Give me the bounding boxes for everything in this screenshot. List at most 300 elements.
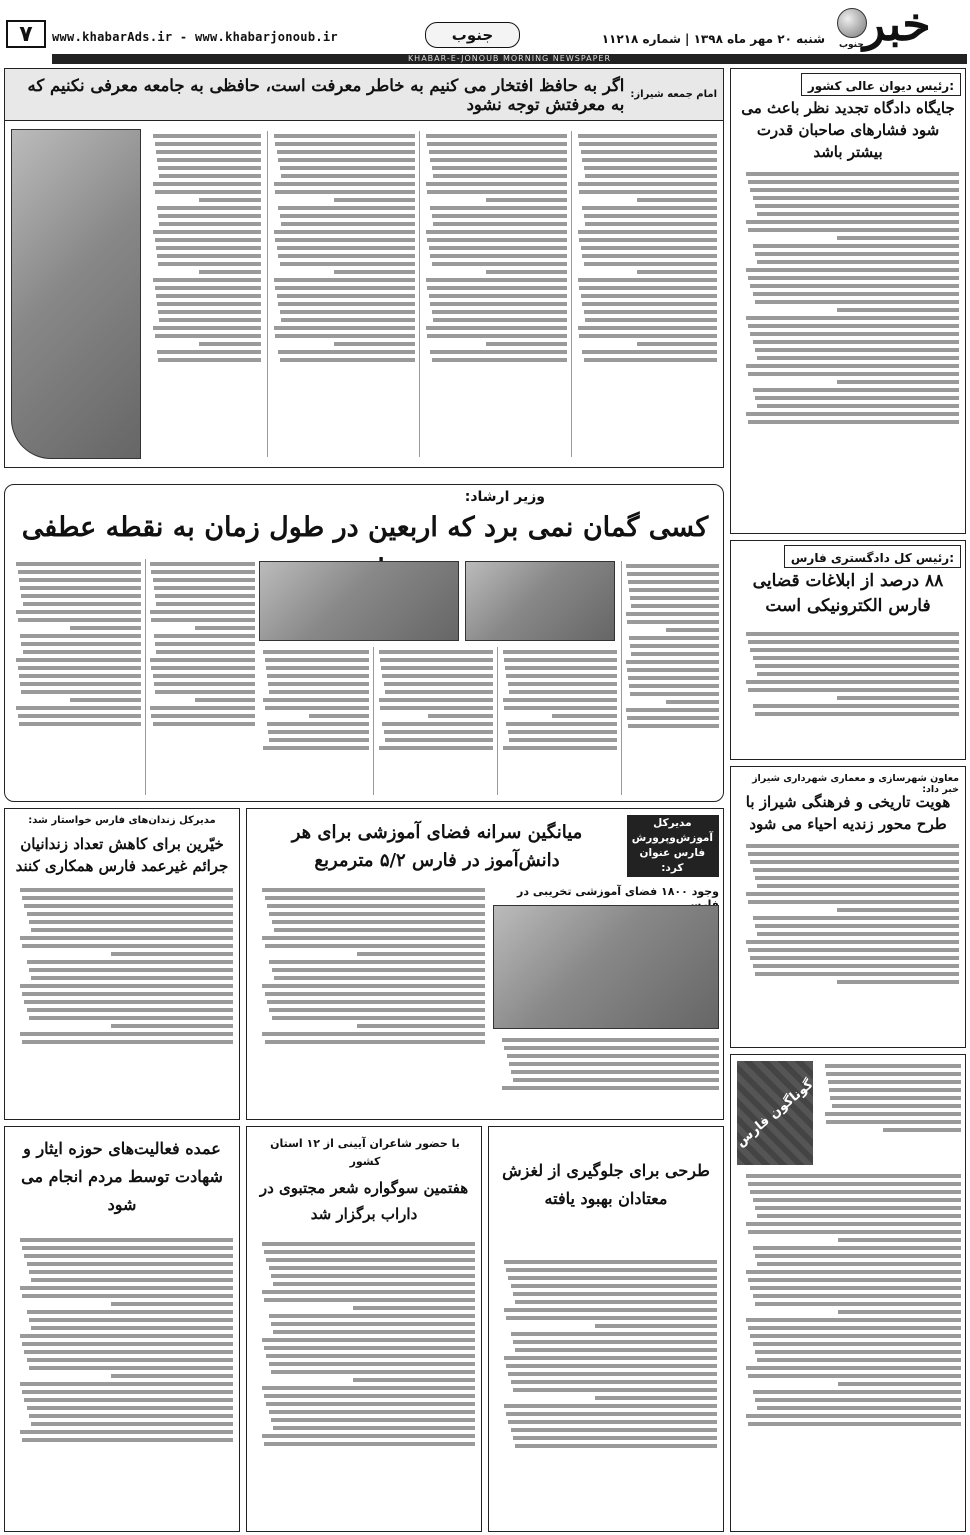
top-story-headline: اگر به حافظ افتخار می کنیم به خاطر معرفت است، حافظی به جامعه معرفی نکنیم که به معرفتش توجه نشود	[27, 75, 625, 114]
golnegar-label: گوناگون فارس	[733, 1076, 817, 1150]
text-line	[837, 236, 959, 240]
text-line	[757, 260, 959, 264]
text-line	[31, 1326, 233, 1330]
text-line	[515, 1348, 717, 1352]
text-line	[154, 586, 255, 590]
text-line	[883, 1128, 961, 1132]
text-line	[385, 690, 493, 694]
text-line	[748, 420, 959, 424]
text-line	[70, 626, 142, 630]
text-line	[750, 956, 959, 960]
text-line	[748, 1326, 961, 1330]
text-line	[267, 904, 485, 908]
text-line	[18, 666, 142, 670]
text-line	[508, 730, 617, 734]
poetry-kicker: با حضور شاعران آیینی از ۱۲ استان کشور	[270, 1137, 460, 1168]
text-line	[755, 1398, 961, 1402]
text-line	[262, 1434, 475, 1438]
text-line	[582, 206, 717, 210]
text-line	[20, 1430, 233, 1434]
text-line	[837, 696, 959, 700]
text-line	[379, 698, 493, 702]
text-line	[153, 182, 261, 186]
text-line	[275, 190, 415, 194]
text-line	[430, 254, 567, 258]
text-line	[31, 928, 233, 932]
text-line	[20, 888, 233, 892]
text-line	[27, 912, 233, 916]
text-line	[578, 182, 717, 186]
text-line	[832, 1104, 961, 1108]
page-number-box	[6, 20, 46, 48]
text-line	[630, 596, 719, 600]
text-line	[280, 166, 415, 170]
text-line	[578, 134, 717, 138]
text-line	[27, 1262, 233, 1266]
text-line	[274, 182, 415, 186]
text-line	[264, 1442, 475, 1446]
text-line	[486, 198, 567, 202]
text-line	[578, 278, 717, 282]
text-line	[70, 698, 142, 702]
text-line	[748, 228, 959, 232]
text-line	[506, 722, 617, 726]
top-story-headline-bar	[5, 69, 723, 121]
supreme-court-headline: جایگاه دادگاه تجدید نظر باعث می شود فشارهای صاحبان قدرت بیشتر باشد	[741, 99, 955, 161]
text-line	[155, 690, 255, 694]
text-line	[595, 1396, 717, 1400]
text-line	[157, 254, 261, 258]
text-line	[750, 1286, 961, 1290]
poetry-story	[246, 1126, 482, 1532]
text-line	[24, 1350, 233, 1354]
text-line	[432, 310, 567, 314]
text-line	[627, 572, 719, 576]
text-line	[269, 1008, 485, 1012]
text-line	[755, 924, 959, 928]
text-line	[748, 1422, 961, 1426]
text-line	[155, 190, 261, 194]
text-line	[27, 1008, 233, 1012]
text-line	[20, 984, 233, 988]
text-line	[430, 206, 567, 210]
text-line	[111, 1374, 233, 1378]
text-line	[838, 1382, 961, 1386]
text-line	[578, 230, 717, 234]
text-line	[748, 1182, 961, 1186]
text-line	[502, 1038, 719, 1042]
text-line	[16, 658, 141, 662]
text-line	[628, 676, 719, 680]
text-line	[430, 158, 567, 162]
top-story-body-col4	[571, 131, 717, 457]
addiction-headline: طرحی برای جلوگیری از لغزش معتادان بهبود یافته	[502, 1161, 710, 1208]
text-line	[748, 852, 959, 856]
text-line	[631, 652, 719, 656]
text-line	[158, 358, 261, 362]
education-body-left	[253, 885, 485, 1113]
text-line	[275, 238, 415, 242]
region-label: جنوب	[451, 26, 494, 44]
text-line	[269, 690, 369, 694]
text-line	[748, 948, 959, 952]
text-line	[153, 326, 261, 330]
shiraz-identity-kicker: معاون شهرسازی و معماری شهرداری شیراز خبر داد:	[752, 773, 959, 795]
text-line	[16, 562, 141, 566]
logo	[835, 2, 965, 56]
text-line	[265, 896, 485, 900]
education-director-photo	[493, 905, 719, 1029]
text-line	[274, 134, 415, 138]
text-line	[22, 1342, 233, 1346]
text-line	[269, 1314, 475, 1318]
text-line	[513, 1078, 719, 1082]
text-line	[828, 1080, 961, 1084]
ershad-body-col4	[373, 647, 493, 795]
text-line	[746, 220, 959, 224]
text-line	[748, 900, 959, 904]
text-line	[24, 1254, 233, 1258]
text-line	[27, 1310, 233, 1314]
isar-body	[11, 1235, 233, 1527]
text-line	[20, 682, 141, 686]
text-line	[156, 246, 261, 250]
text-line	[748, 1230, 961, 1234]
text-line	[753, 244, 959, 248]
text-line	[353, 1306, 475, 1310]
text-line	[334, 342, 415, 346]
text-line	[20, 1032, 233, 1036]
text-line	[22, 1294, 233, 1298]
text-line	[353, 1378, 475, 1382]
text-line	[29, 1016, 233, 1020]
logo-text: خبر	[863, 0, 931, 51]
text-line	[637, 342, 717, 346]
text-line	[272, 920, 485, 924]
text-line	[264, 1346, 475, 1350]
text-line	[153, 674, 255, 678]
isar-headline: عمده فعالیت‌های حوزه ایثار و شهادت توسط مردم انجام می شود	[21, 1139, 223, 1214]
text-line	[427, 286, 567, 290]
text-line	[155, 142, 261, 146]
text-line	[630, 692, 719, 696]
text-line	[504, 706, 617, 710]
text-line	[22, 1246, 233, 1250]
text-line	[506, 1412, 717, 1416]
text-line	[265, 1040, 485, 1044]
text-line	[22, 944, 233, 948]
text-line	[159, 174, 261, 178]
text-line	[513, 1340, 717, 1344]
text-line	[159, 222, 261, 226]
text-line	[24, 1000, 233, 1004]
text-line	[585, 318, 717, 322]
ershad-body-col5	[497, 647, 617, 795]
text-line	[825, 1064, 961, 1068]
text-line	[430, 350, 567, 354]
text-line	[515, 1300, 717, 1304]
text-line	[158, 214, 261, 218]
text-line	[581, 150, 717, 154]
text-line	[748, 640, 959, 644]
text-line	[20, 1334, 233, 1338]
text-line	[508, 1420, 717, 1424]
text-line	[155, 238, 261, 242]
text-line	[486, 342, 567, 346]
text-line	[582, 350, 717, 354]
text-line	[195, 626, 255, 630]
text-line	[746, 1270, 961, 1274]
text-line	[21, 642, 141, 646]
text-line	[280, 262, 415, 266]
text-line	[515, 1444, 717, 1448]
education-body-right	[493, 1035, 719, 1115]
text-line	[511, 1380, 717, 1384]
text-line	[511, 1428, 717, 1432]
text-line	[262, 1338, 475, 1342]
text-line	[753, 340, 959, 344]
text-line	[503, 698, 617, 702]
text-line	[150, 562, 255, 566]
golnegar-banner	[733, 1061, 817, 1165]
text-line	[755, 204, 959, 208]
text-line	[505, 666, 617, 670]
ershad-body-col6	[621, 561, 719, 795]
text-line	[274, 928, 485, 932]
masthead	[0, 0, 970, 63]
text-line	[427, 334, 567, 338]
text-line	[19, 674, 141, 678]
text-line	[433, 222, 567, 226]
text-line	[153, 578, 255, 582]
text-line	[199, 270, 261, 274]
text-line	[159, 318, 261, 322]
text-line	[24, 1398, 233, 1402]
text-line	[153, 722, 255, 726]
text-line	[746, 1318, 961, 1322]
text-line	[278, 158, 415, 162]
golnegar-section	[730, 1054, 966, 1532]
text-line	[504, 1260, 717, 1264]
text-line	[584, 214, 717, 218]
top-story	[4, 68, 724, 468]
text-line	[746, 412, 959, 416]
text-line	[274, 976, 485, 980]
text-line	[154, 682, 255, 686]
text-line	[277, 294, 415, 298]
text-line	[156, 294, 261, 298]
text-line	[384, 730, 493, 734]
text-line	[21, 594, 141, 598]
text-line	[627, 668, 719, 672]
text-line	[746, 632, 959, 636]
supreme-court-kicker-wrap	[801, 73, 961, 96]
text-line	[753, 1294, 961, 1298]
text-line	[269, 1410, 475, 1414]
text-line	[629, 636, 719, 640]
text-line	[281, 174, 415, 178]
text-line	[264, 1394, 475, 1398]
text-line	[755, 300, 959, 304]
poetry-headline: هفتمین سوگواره شعر مجتبوی در داراب برگزار شد	[259, 1179, 469, 1223]
text-line	[579, 190, 717, 194]
text-line	[426, 182, 567, 186]
text-line	[111, 1024, 233, 1028]
text-line	[150, 610, 255, 614]
text-line	[746, 940, 959, 944]
text-line	[278, 350, 415, 354]
text-line	[584, 358, 717, 362]
text-line	[837, 308, 959, 312]
text-line	[508, 682, 617, 686]
text-line	[22, 1438, 233, 1442]
text-line	[278, 254, 415, 258]
text-line	[753, 868, 959, 872]
text-line	[753, 1198, 961, 1202]
text-line	[264, 1298, 475, 1302]
text-line	[273, 1282, 475, 1286]
text-line	[380, 658, 493, 662]
text-line	[486, 270, 567, 274]
text-line	[584, 310, 717, 314]
text-line	[157, 350, 261, 354]
text-line	[20, 1382, 233, 1386]
text-line	[151, 666, 255, 670]
text-line	[753, 196, 959, 200]
text-line	[275, 286, 415, 290]
text-line	[757, 1262, 961, 1266]
text-line	[578, 326, 717, 330]
text-line	[382, 722, 493, 726]
text-line	[156, 602, 255, 606]
text-line	[837, 980, 959, 984]
text-line	[262, 1032, 485, 1036]
text-line	[748, 324, 959, 328]
text-line	[263, 650, 369, 654]
ershad-body-col2	[145, 559, 255, 795]
text-line	[748, 1374, 961, 1378]
text-line	[153, 278, 261, 282]
text-line	[838, 1310, 961, 1314]
text-line	[627, 620, 719, 624]
text-line	[27, 960, 233, 964]
text-line	[429, 294, 567, 298]
shiraz-identity-story	[730, 766, 966, 1048]
text-line	[746, 364, 959, 368]
text-line	[757, 932, 959, 936]
text-line	[334, 198, 415, 202]
prisoners-kicker: مدیرکل زندان‌های فارس خواستار شد:	[28, 815, 216, 826]
addiction-story	[488, 1126, 724, 1532]
text-line	[746, 680, 959, 684]
text-line	[753, 1246, 961, 1250]
text-line	[582, 254, 717, 258]
issue-date: شنبه ۲۰ مهر ماه ۱۳۹۸ | شماره ۱۱۲۱۸	[601, 32, 825, 46]
text-line	[31, 1422, 233, 1426]
text-line	[379, 746, 493, 750]
text-line	[267, 674, 369, 678]
supreme-court-body	[737, 169, 959, 527]
text-line	[508, 1372, 717, 1376]
text-line	[271, 1370, 475, 1374]
text-line	[750, 188, 959, 192]
text-line	[18, 570, 142, 574]
text-line	[22, 1390, 233, 1394]
text-line	[153, 230, 261, 234]
text-line	[429, 150, 567, 154]
shiraz-identity-headline: هویت تاریخی و فرهنگی شیراز با طرح محور زندیه احیاء می شود	[745, 793, 951, 833]
text-line	[24, 904, 233, 908]
text-line	[27, 1406, 233, 1410]
text-line	[427, 190, 567, 194]
text-line	[748, 688, 959, 692]
fars-judiciary-kicker-wrap	[784, 545, 961, 568]
text-line	[381, 666, 493, 670]
text-line	[31, 976, 233, 980]
text-line	[746, 892, 959, 896]
text-line	[503, 650, 617, 654]
text-line	[278, 302, 415, 306]
text-line	[581, 294, 717, 298]
cleric-photo	[11, 129, 141, 459]
text-line	[755, 348, 959, 352]
text-line	[22, 992, 233, 996]
text-line	[627, 716, 719, 720]
text-line	[513, 1436, 717, 1440]
text-line	[432, 358, 567, 362]
text-line	[277, 246, 415, 250]
text-line	[508, 1276, 717, 1280]
text-line	[23, 650, 141, 654]
site-urls: www.khabarAds.ir - www.khabarjonoub.ir	[52, 30, 338, 44]
text-line	[826, 1072, 961, 1076]
text-line	[263, 698, 369, 702]
text-line	[262, 984, 485, 988]
text-line	[579, 334, 717, 338]
text-line	[755, 1302, 961, 1306]
text-line	[502, 1086, 719, 1090]
text-line	[748, 180, 959, 184]
text-line	[432, 214, 567, 218]
text-line	[266, 1258, 475, 1262]
text-line	[746, 316, 959, 320]
education-story	[246, 808, 724, 1120]
text-line	[750, 284, 959, 288]
text-line	[666, 700, 719, 704]
text-line	[271, 1418, 475, 1422]
text-line	[757, 1406, 961, 1410]
text-line	[274, 230, 415, 234]
text-line	[755, 664, 959, 668]
text-line	[755, 712, 959, 716]
text-line	[506, 1268, 717, 1272]
text-line	[626, 660, 719, 664]
text-line	[581, 246, 717, 250]
text-line	[757, 1358, 961, 1362]
text-line	[748, 1278, 961, 1282]
text-line	[430, 302, 567, 306]
text-line	[157, 206, 261, 210]
golnegar-body	[737, 1171, 961, 1527]
ershad-body-col3	[259, 647, 369, 795]
text-line	[21, 690, 141, 694]
text-line	[29, 1270, 233, 1274]
text-line	[379, 650, 493, 654]
ershad-kicker: وزیر ارشاد:	[464, 489, 545, 505]
logo-sub: جنوب	[839, 40, 864, 50]
ershad-headline: کسی گمان نمی برد که اربعین در طول زمان به نقطه عطفی	[21, 512, 709, 543]
text-line	[507, 1054, 719, 1058]
